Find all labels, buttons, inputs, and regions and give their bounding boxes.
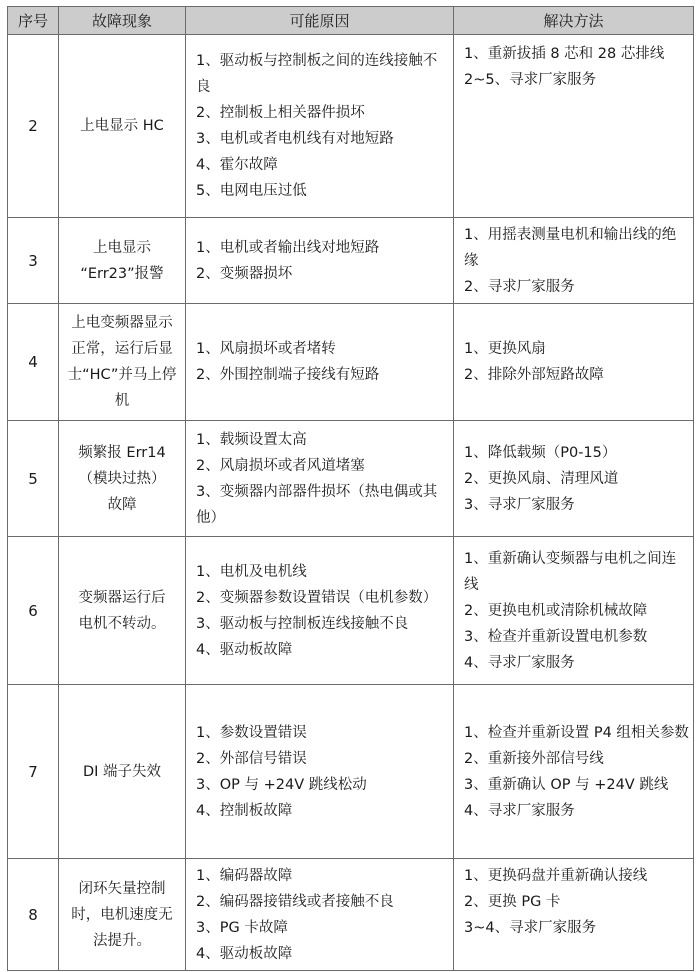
symptom-line: 故障 xyxy=(107,496,137,513)
row-symptom xyxy=(59,35,186,218)
row-num: 4 xyxy=(8,304,59,421)
header-symptom: 故障现象 xyxy=(59,7,186,35)
solution-line: 2、更换电机或清除机械故障 xyxy=(464,602,648,619)
cause-line: 5、电网电压过低 xyxy=(196,183,307,199)
header-causes: 可能原因 xyxy=(186,7,454,35)
cause-line: 3、电机或者电机线有对地短路 xyxy=(196,131,394,147)
row-symptom xyxy=(59,685,186,859)
symptom-line: 频繁报 Err14 xyxy=(78,444,166,461)
row-symptom xyxy=(59,537,186,685)
row-solutions xyxy=(454,421,694,537)
row-symptom xyxy=(59,304,186,421)
cause-line: 3、PG 卡故障 xyxy=(196,919,288,936)
solution-line: 3、重新确认 OP 与 +24V 跳线 xyxy=(464,776,669,793)
solution-line: 1、重新确认变频器与电机之间连线 xyxy=(464,550,677,593)
symptom-line: 变频器运行后 xyxy=(78,589,166,606)
solution-line: 3、检查并重新设置电机参数 xyxy=(464,628,648,645)
symptom-line: 上电变频器显示正常，运行后显士“HC”并马上停机 xyxy=(67,315,177,409)
row-symptom xyxy=(59,218,186,304)
cause-line: 2、外部信号错误 xyxy=(196,750,307,767)
header-row xyxy=(8,7,694,35)
solution-line: 1、更换风扇 xyxy=(464,341,546,357)
symptom-line: DI 端子失效 xyxy=(82,763,162,780)
solution-line: 2、更换 PG 卡 xyxy=(464,894,561,910)
cause-line: 4、驱动板故障 xyxy=(196,641,293,658)
cause-line: 1、参数设置错误 xyxy=(196,724,307,741)
solution-line: 4、寻求厂家服务 xyxy=(464,654,575,671)
cause-line: 1、载频设置太高 xyxy=(196,431,307,448)
row-causes xyxy=(186,421,454,537)
cause-line: 2、风扇损坏或者风道堵塞 xyxy=(196,457,365,474)
solution-line: 1、更换码盘并重新确认接线 xyxy=(464,868,648,884)
row-num: 5 xyxy=(8,421,59,537)
cause-line: 1、编码器故障 xyxy=(196,867,293,884)
solution-line: 2、寻求厂家服务 xyxy=(464,278,575,295)
cause-line: 4、驱动板故障 xyxy=(196,945,293,962)
row-causes xyxy=(186,304,454,421)
row-num: 8 xyxy=(8,859,59,971)
table-row xyxy=(8,859,694,971)
solution-line: 2、排除外部短路故障 xyxy=(464,367,604,383)
solution-line: 3~4、寻求厂家服务 xyxy=(464,920,597,936)
row-solutions xyxy=(454,859,694,971)
cause-line: 1、电机及电机线 xyxy=(196,563,307,580)
cause-line: 3、OP 与 +24V 跳线松动 xyxy=(196,776,367,793)
solution-line: 3、寻求厂家服务 xyxy=(464,496,575,513)
cause-line: 1、驱动板与控制板之间的连线接触不良 xyxy=(196,53,438,95)
header-solutions: 解决方法 xyxy=(454,7,694,35)
table-row xyxy=(8,537,694,685)
fault-table xyxy=(7,6,694,971)
table-row xyxy=(8,35,694,218)
symptom-line: 上电显示 xyxy=(93,239,151,256)
table-row xyxy=(8,421,694,537)
solution-line: 2、重新接外部信号线 xyxy=(464,750,604,767)
row-causes xyxy=(186,859,454,971)
table-row xyxy=(8,685,694,859)
row-solutions xyxy=(454,685,694,859)
symptom-line: 电机不转动。 xyxy=(78,615,166,632)
solution-line: 1、检查并重新设置 P4 组相关参数 xyxy=(464,724,689,741)
row-solutions xyxy=(454,537,694,685)
symptom-line: “Err23”报警 xyxy=(80,265,164,282)
row-num: 7 xyxy=(8,685,59,859)
solution-line: 1、重新拔插 8 芯和 28 芯排线 xyxy=(464,46,665,62)
row-num: 2 xyxy=(8,35,59,218)
row-symptom xyxy=(59,421,186,537)
solution-line: 1、降低载频（P0-15） xyxy=(464,444,617,461)
cause-line: 4、霍尔故障 xyxy=(196,157,278,173)
solution-line: 2、更换风扇、清理风道 xyxy=(464,470,619,487)
row-causes xyxy=(186,218,454,304)
cause-line: 2、变频器损坏 xyxy=(196,265,293,282)
row-num: 3 xyxy=(8,218,59,304)
table-row xyxy=(8,218,694,304)
symptom-line: 闭环矢量控制时，电机速度无法提升。 xyxy=(71,880,173,949)
cause-line: 2、变频器参数设置错误（电机参数） xyxy=(196,589,438,606)
cause-line: 2、编码器接错线或者接触不良 xyxy=(196,893,394,910)
cause-line: 1、电机或者输出线对地短路 xyxy=(196,239,380,256)
row-solutions xyxy=(454,35,694,218)
table-row xyxy=(8,304,694,421)
symptom-line: 上电显示 HC xyxy=(80,118,164,134)
solution-line: 1、用摇表测量电机和输出线的绝缘 xyxy=(464,226,677,269)
symptom-line: （模块过热） xyxy=(78,470,166,487)
row-causes xyxy=(186,685,454,859)
cause-line: 2、控制板上相关器件损坏 xyxy=(196,105,365,121)
row-solutions xyxy=(454,218,694,304)
row-symptom xyxy=(59,859,186,971)
row-causes xyxy=(186,537,454,685)
cause-line: 2、外围控制端子接线有短路 xyxy=(196,367,380,383)
cause-line: 4、控制板故障 xyxy=(196,802,293,819)
solution-line: 2~5、寻求厂家服务 xyxy=(464,72,597,88)
cause-line: 3、驱动板与控制板连线接触不良 xyxy=(196,615,409,632)
row-solutions xyxy=(454,304,694,421)
row-num: 6 xyxy=(8,537,59,685)
cause-line: 1、风扇损坏或者堵转 xyxy=(196,341,336,357)
solution-line: 4、寻求厂家服务 xyxy=(464,802,575,819)
row-causes xyxy=(186,35,454,218)
cause-line: 3、变频器内部器件损坏（热电偶或其他） xyxy=(196,483,438,526)
header-num: 序号 xyxy=(8,7,59,35)
